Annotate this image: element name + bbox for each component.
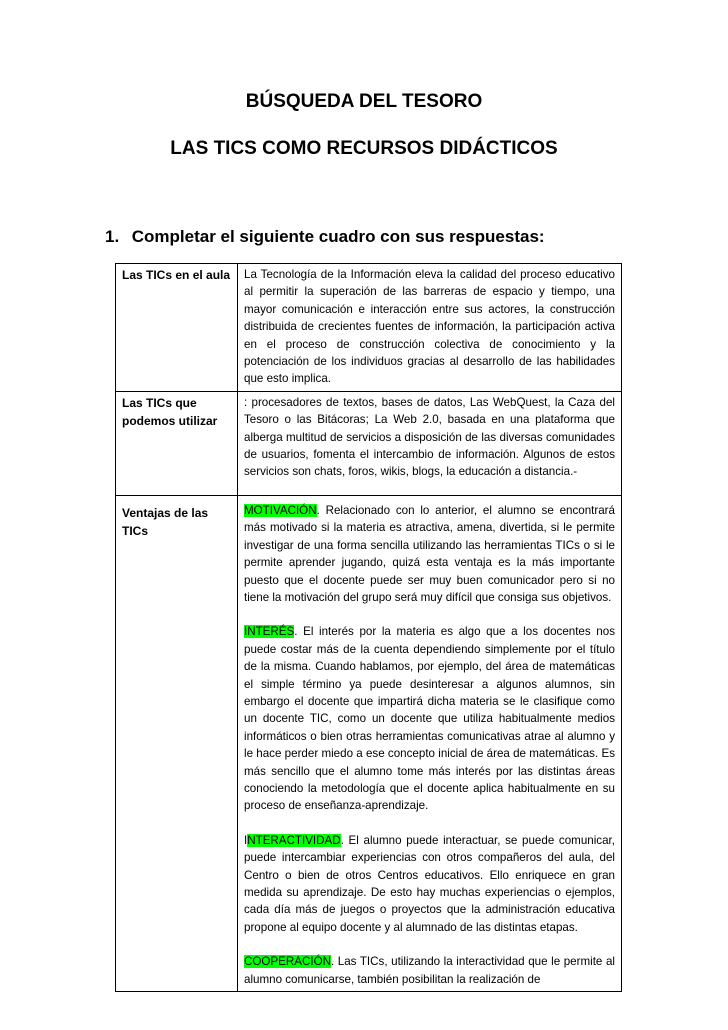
row-text: La Tecnología de la Información eleva la calidad del proceso educativo al permitir la superación de las barreras de espacio y tiempo, una mayor comunicación e interacción entre sus actores, la construcción distribuida de crecientes fuentes de información, la participación activa en el proceso de construcción colectiva de conocimiento y la potenciación de los individuos gracias al desarrollo de las habilidades que esto implica. (238, 264, 622, 392)
advantage-paragraph (244, 502, 615, 606)
table-row (116, 264, 622, 392)
highlighted-term: INTERÉS (244, 625, 295, 639)
row-label: Las TICs que podemos utilizar (116, 391, 238, 495)
highlighted-term: COOPERACIÓN (244, 955, 331, 969)
advantage-paragraph (244, 623, 615, 814)
advantage-paragraph (244, 832, 615, 936)
question-heading (105, 227, 545, 247)
row-text: : procesadores de textos, bases de datos, Las WebQuest, la Caza del Tesoro o las Bitácoras; La Web 2.0, basada en una plataforma que alberga multitud de servicios a disposición de las diversas comunidades de usuarios, fomenta el intercambio de información. Algunos de estos servicios son chats, foros, wikis, blogs, la educación a distancia.- (238, 391, 622, 495)
row-label: Ventajas de las TICs (116, 495, 238, 991)
highlighted-term: NTERACTIVIDAD (247, 833, 341, 847)
table-row (116, 495, 622, 991)
document-title: BÚSQUEDA DEL TESORO (245, 91, 483, 112)
highlight-prefix: I (244, 833, 248, 847)
document-subtitle: LAS TICS COMO RECURSOS DIDÁCTICOS (170, 138, 558, 159)
paragraph-body: . El interés por la materia es algo que a los docentes nos puede costar más de la cuenta dependiendo simplemente por el título de la misma. Cuando hablamos, por ejemplo, del área de matemáticas el simple término ya puede desinteresar a algunos alumnos, sin embargo el docente que impartirá dicha materia se le clasifique como un docente TIC, como un docente que utiliza habitualmente medios informáticos o bien otras herramientas comunicativas atrae al alumno y le hace perder miedo a ese concepto inicial de área de matemáticas. Es más sencillo que el alumno tome más interés por las distintas áreas conociendo la metodología que el docente aplica habitualmente en su proceso de enseñanza-aprendizaje. (244, 625, 615, 813)
paragraph-body: . Las TICs, utilizando la interactividad que le permite al alumno comunicarse, también posibilitan la realización de (244, 955, 615, 986)
paragraph-body: . Relacionado con lo anterior, el alumno se encontrará más motivado si la materia es atractiva, amena, divertida, si le permite investigar de una forma sencilla utilizando las herramientas TICs o si le permite aprender jugando, quizá esta ventaja es la más importante puesto que el docente puede ser muy buen comunicador pero si no tiene la motivación del grupo será muy difícil que consiga sus objetivos. (244, 503, 615, 604)
question-text: Completar el siguiente cuadro con sus respuestas: (131, 227, 545, 246)
table-row (116, 391, 622, 495)
highlighted-term: MOTIVACIÓN (244, 503, 317, 517)
paragraph-body: . El alumno puede interactuar, se puede comunicar, puede intercambiar experiencias con otros compañeros del aula, del Centro o bien de otros Centros educativos. Ello enriquece en gran medida su aprendizaje. De esto hay muchas experiencias o ejemplos, cada día más de juegos o proyectos que la administración educativa propone al equipo docente y al alumnado de las distintas etapas. (244, 833, 615, 934)
row-label: Las TICs en el aula (116, 264, 238, 392)
row-text-advantages (238, 495, 622, 991)
answer-table (115, 263, 622, 992)
advantage-paragraph (244, 953, 615, 988)
question-number: 1. (105, 227, 120, 246)
